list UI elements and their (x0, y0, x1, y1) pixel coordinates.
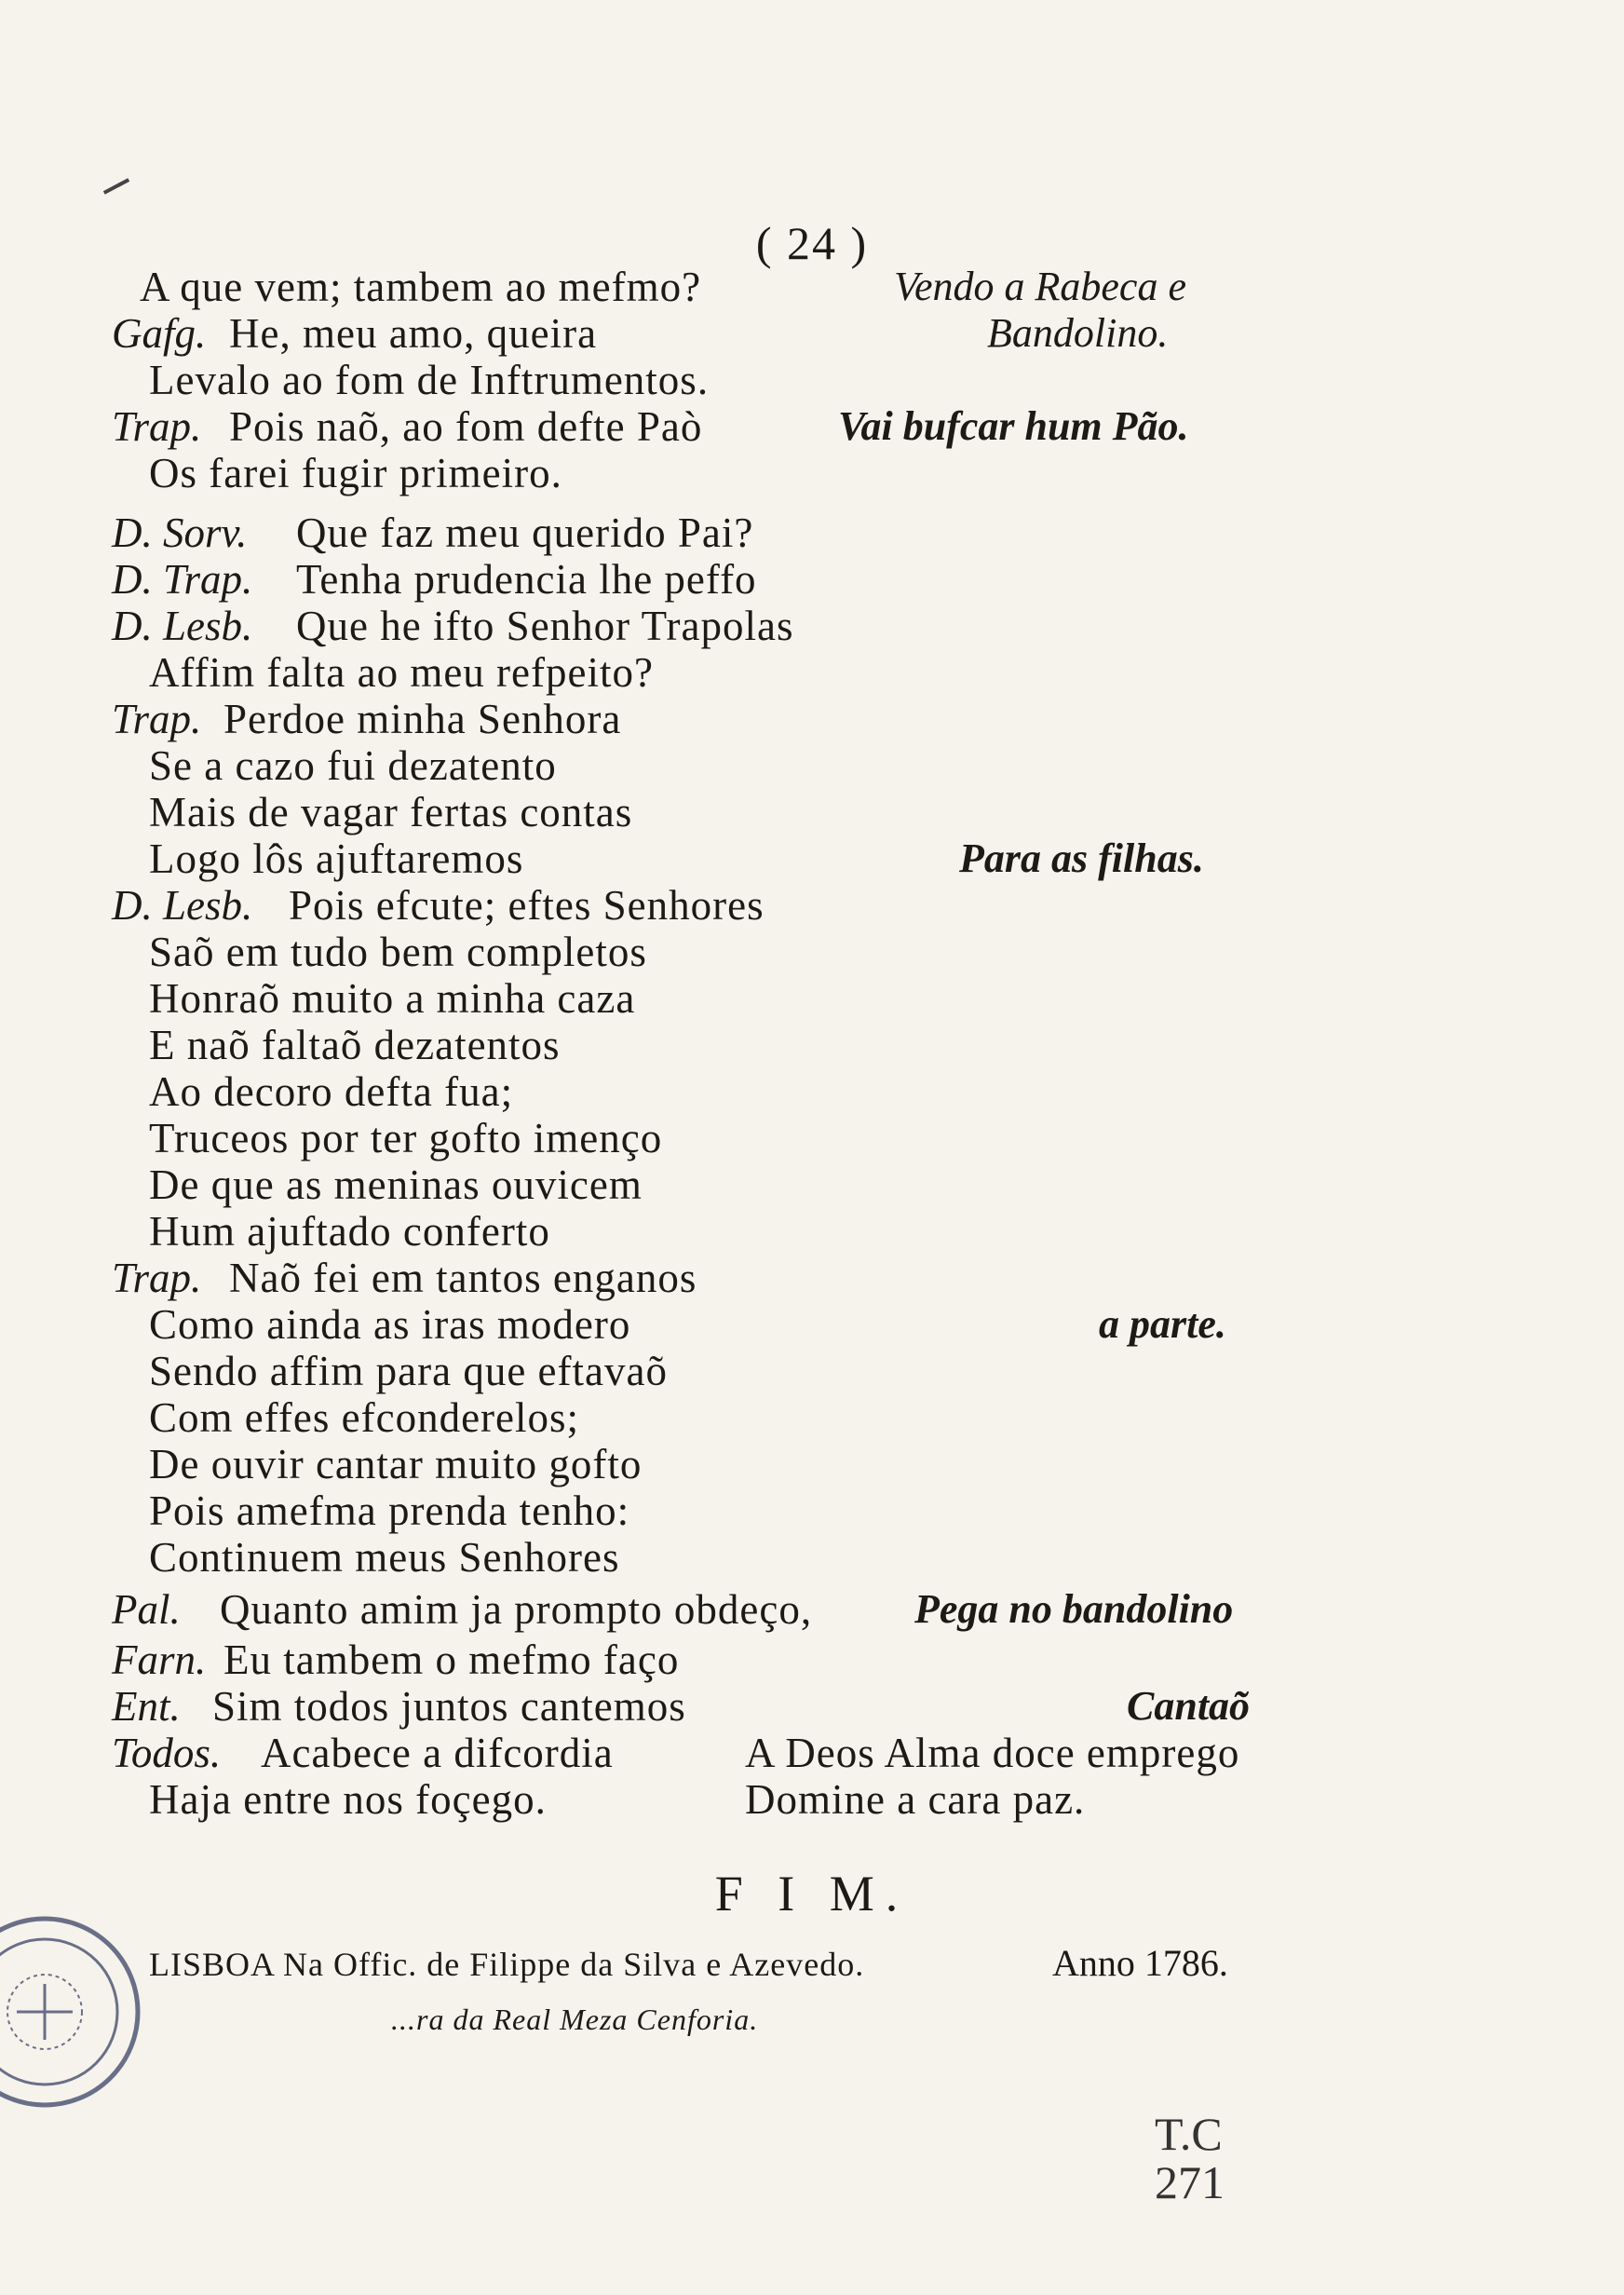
verse-line: De ouvir cantar muito gofto (149, 1441, 643, 1487)
verse-line: Domine a cara paz. (745, 1776, 1086, 1823)
verse-line: Haja entre nos foçego. (149, 1776, 547, 1823)
verse-line: Com effes efconderelos; (149, 1394, 580, 1441)
verse-line: Mais de vagar fertas contas (149, 789, 633, 835)
verse-line: Affim falta ao meu refpeito? (149, 649, 654, 696)
verse-line: Como ainda as iras modero (149, 1301, 631, 1348)
verse-line: Perdoe minha Senhora (223, 696, 622, 742)
verse-line: Que he ifto Senhor Trapolas (296, 603, 794, 649)
stage-direction: Pega no bandolino (914, 1586, 1234, 1632)
verse-line: Pois efcute; eftes Senhores (289, 882, 765, 929)
verse-line: Continuem meus Senhores (149, 1534, 620, 1581)
verse-line: Levalo ao fom de Inftrumentos. (149, 357, 710, 403)
speaker-name: Trap. (112, 696, 202, 742)
verse-line: Logo lôs ajuftaremos (149, 835, 524, 882)
speaker-name: Ent. (112, 1683, 181, 1730)
verse-line: Os farei fugir primeiro. (149, 450, 562, 496)
verse-line: Naõ fei em tantos enganos (229, 1255, 697, 1301)
stage-direction: Para as filhas. (959, 835, 1204, 881)
verse-line: De que as meninas ouvicem (149, 1161, 643, 1208)
imprint-line: LISBOA Na Offic. de Filippe da Silva e Azevedo. (149, 1946, 865, 1983)
verse-line: Honraõ muito a minha caza (149, 975, 636, 1022)
speaker-name: Trap. (112, 1255, 202, 1301)
speaker-name: D. Sorv. (112, 509, 248, 556)
speaker-name: D. Lesb. (112, 882, 253, 929)
verse-line: Ao decoro defta fua; (149, 1068, 514, 1115)
verse-line: Truceos por ter gofto imenço (149, 1115, 663, 1161)
verse-line: Eu tambem o mefmo faço (223, 1636, 680, 1683)
stage-direction: Vai bufcar hum Pão. (838, 403, 1189, 449)
verse-line: Quanto amim ja prompto obdeço, (220, 1586, 813, 1633)
speaker-name: Gafg. (112, 310, 207, 357)
stage-direction: Bandolino. (987, 310, 1169, 356)
verse-line: A que vem; tambem ao mefmo? (140, 264, 702, 310)
verse-line: Tenha prudencia lhe peffo (296, 556, 757, 603)
verse-line: A Deos Alma doce emprego (745, 1730, 1240, 1776)
verse-line: Pois amefma prenda tenho: (149, 1487, 630, 1534)
speaker-name: Todos. (112, 1730, 222, 1776)
stage-direction: Cantaõ (1127, 1683, 1251, 1729)
verse-line: Pois naõ, ao fom defte Paò (229, 403, 703, 450)
speaker-name: Pal. (112, 1586, 181, 1633)
verse-line: Que faz meu querido Pai? (296, 509, 754, 556)
verse-line: He, meu amo, queira (229, 310, 598, 357)
speaker-name: Trap. (112, 403, 202, 450)
stage-direction: a parte. (1099, 1301, 1226, 1347)
shelfmark: T.C 271 (1155, 2108, 1225, 2208)
speaker-name: Farn. (112, 1636, 207, 1683)
library-stamp-icon (0, 1909, 147, 2114)
speaker-name: D. Trap. (112, 556, 253, 603)
verse-line: Acabece a difcordia (261, 1730, 614, 1776)
verse-line: Sendo affim para que eftavaõ (149, 1348, 668, 1394)
verse-line: Hum ajuftado conferto (149, 1208, 550, 1255)
verse-line: Se a cazo fui dezatento (149, 742, 557, 789)
imprint-year: Anno 1786. (1052, 1942, 1228, 1984)
verse-line: E naõ faltaõ dezatentos (149, 1022, 561, 1068)
speaker-name: D. Lesb. (112, 603, 253, 649)
imprint-license: ...ra da Real Meza Cenforia. (391, 2003, 759, 2036)
stage-direction: Vendo a Rabeca e (894, 264, 1186, 309)
verse-line: Saõ em tudo bem completos (149, 929, 647, 975)
verse-line: Sim todos juntos cantemos (212, 1683, 686, 1730)
page-number: ( 24 ) (755, 217, 869, 269)
end-mark: F I M. (714, 1866, 910, 1922)
pen-tick-mark (103, 178, 129, 195)
